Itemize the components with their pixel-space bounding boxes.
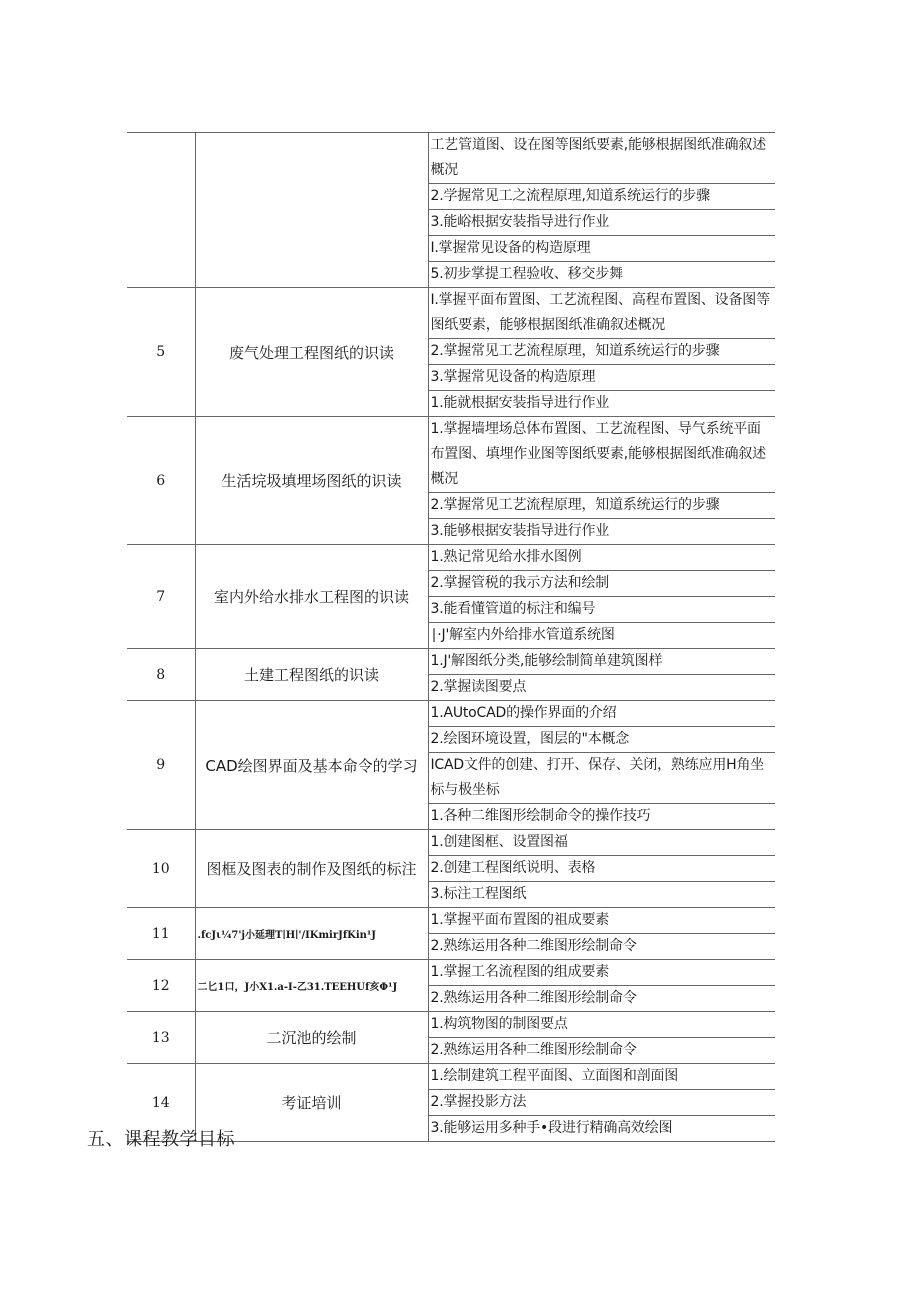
topic-cell: 考证培训 (195, 1064, 428, 1142)
table-row (127, 133, 775, 184)
row-number: 5 (127, 288, 195, 417)
course-content-table (127, 132, 775, 1142)
row-number: 8 (127, 649, 195, 701)
row-number: 13 (127, 1012, 195, 1064)
learning-item: 3.能够运用多种手•段进行精确高效绘图 (428, 1116, 775, 1142)
table-row (127, 649, 775, 675)
learning-item: 1.熟记常见给水排水图例 (428, 545, 775, 571)
learning-item: 3.能够根据安装指导进行作业 (428, 519, 775, 545)
table-row (127, 1064, 775, 1090)
learning-item: 2.熟练运用各种二维图形绘制命令 (428, 934, 775, 960)
topic-cell: 土建工程图纸的识读 (195, 649, 428, 701)
topic-cell: 二匕1口，J小X1.a-I-乙31.TEEHUf亥Φ¹J (195, 960, 428, 1012)
learning-item: ∣·J'解室内外给排水管道系统图 (428, 623, 775, 649)
learning-item: 3.能看懂管道的标注和编号 (428, 597, 775, 623)
table-row (127, 960, 775, 986)
learning-item: 2.创建工程图纸说明、表格 (428, 856, 775, 882)
row-number: 12 (127, 960, 195, 1012)
learning-item: 1.能就根据安装指导进行作业 (428, 391, 775, 417)
table-row (127, 701, 775, 727)
learning-item: 2.掌握投影方法 (428, 1090, 775, 1116)
learning-item: 1.各种二维图形绘制命令的操作技巧 (428, 804, 775, 830)
table-row (127, 1012, 775, 1038)
learning-item: 2.绘图环境设置，图层的"本概念 (428, 727, 775, 753)
topic-cell: 废气处理工程图纸的识读 (195, 288, 428, 417)
learning-item: 2.掌握常见工艺流程原理，知道系统运行的步骤 (428, 493, 775, 519)
topic-cell (195, 133, 428, 288)
learning-item: 2.熟练运用各种二维图形绘制命令 (428, 1038, 775, 1064)
learning-item: 1.AUtoCAD的操作界面的介绍 (428, 701, 775, 727)
row-number: 11 (127, 908, 195, 960)
learning-item: 1.掌握工名流程图的组成要素 (428, 960, 775, 986)
topic-cell: CAD绘图界面及基本命令的学习 (195, 701, 428, 830)
topic-cell: 室内外给水排水工程图的识读 (195, 545, 428, 649)
row-number: 7 (127, 545, 195, 649)
learning-item: 1.构筑物图的制图要点 (428, 1012, 775, 1038)
row-number (127, 133, 195, 288)
learning-item: 1.掌握平面布置图的祖成要素 (428, 908, 775, 934)
learning-item: 5.初步掌提工程验收、移交步舞 (428, 262, 775, 288)
row-number: 6 (127, 417, 195, 545)
topic-cell: .fcJι¼7'j小延理T∣H∣'/IKmirJfKin¹J (195, 908, 428, 960)
learning-item: 2.掌握管税的我示方法和绘制 (428, 571, 775, 597)
learning-item: 1.掌握墙埋场总体布置图、工艺流程图、导气系统平面布置图、填埋作业图等图纸要素,能够根据图纸准确叙述概况 (428, 417, 775, 493)
learning-item: 2.熟练运用各种二维图形绘制命令 (428, 986, 775, 1012)
learning-item: 1.创建图框、设置图福 (428, 830, 775, 856)
learning-item: 工艺管道图、设在图等图纸要素,能够根据图纸准确叙述概况 (428, 133, 775, 184)
row-number: 14 (127, 1064, 195, 1142)
learning-item: I.掌握平面布置图、工艺流程图、高程布置图、设备图等图纸要素，能够根据图纸准确叙述概况 (428, 288, 775, 339)
row-number: 9 (127, 701, 195, 830)
table-row (127, 288, 775, 339)
table-row (127, 417, 775, 493)
learning-item: 1.J'解图纸分类,能够绘制简单建筑图样 (428, 649, 775, 675)
learning-item: 2.掌握读图要点 (428, 675, 775, 701)
learning-item: 3.标注工程图纸 (428, 882, 775, 908)
learning-item: 1.绘制建筑工程平面图、立面图和剖面图 (428, 1064, 775, 1090)
section-heading: 五、课程教学目标 (87, 1129, 235, 1150)
table-row (127, 545, 775, 571)
table-row (127, 830, 775, 856)
topic-cell: 二沉池的绘制 (195, 1012, 428, 1064)
learning-item: 3.掌握常见设备的构造原理 (428, 365, 775, 391)
topic-cell: 生活垸圾填埋场图纸的识读 (195, 417, 428, 545)
learning-item: 3.能峪根据安装指导进行作业 (428, 210, 775, 236)
learning-item: I.掌握常见设备的构造原理 (428, 236, 775, 262)
learning-item: 2.掌握常见工艺流程原理，知道系统运行的步骤 (428, 339, 775, 365)
table-row (127, 908, 775, 934)
topic-cell: 图框及图表的制作及图纸的标注 (195, 830, 428, 908)
learning-item: ICAD文件的创建、打开、保存、关闭，熟练应用H角坐标与极坐标 (428, 753, 775, 804)
row-number: 10 (127, 830, 195, 908)
learning-item: 2.学握常见工之流程原理,知道系统运行的步骤 (428, 184, 775, 210)
